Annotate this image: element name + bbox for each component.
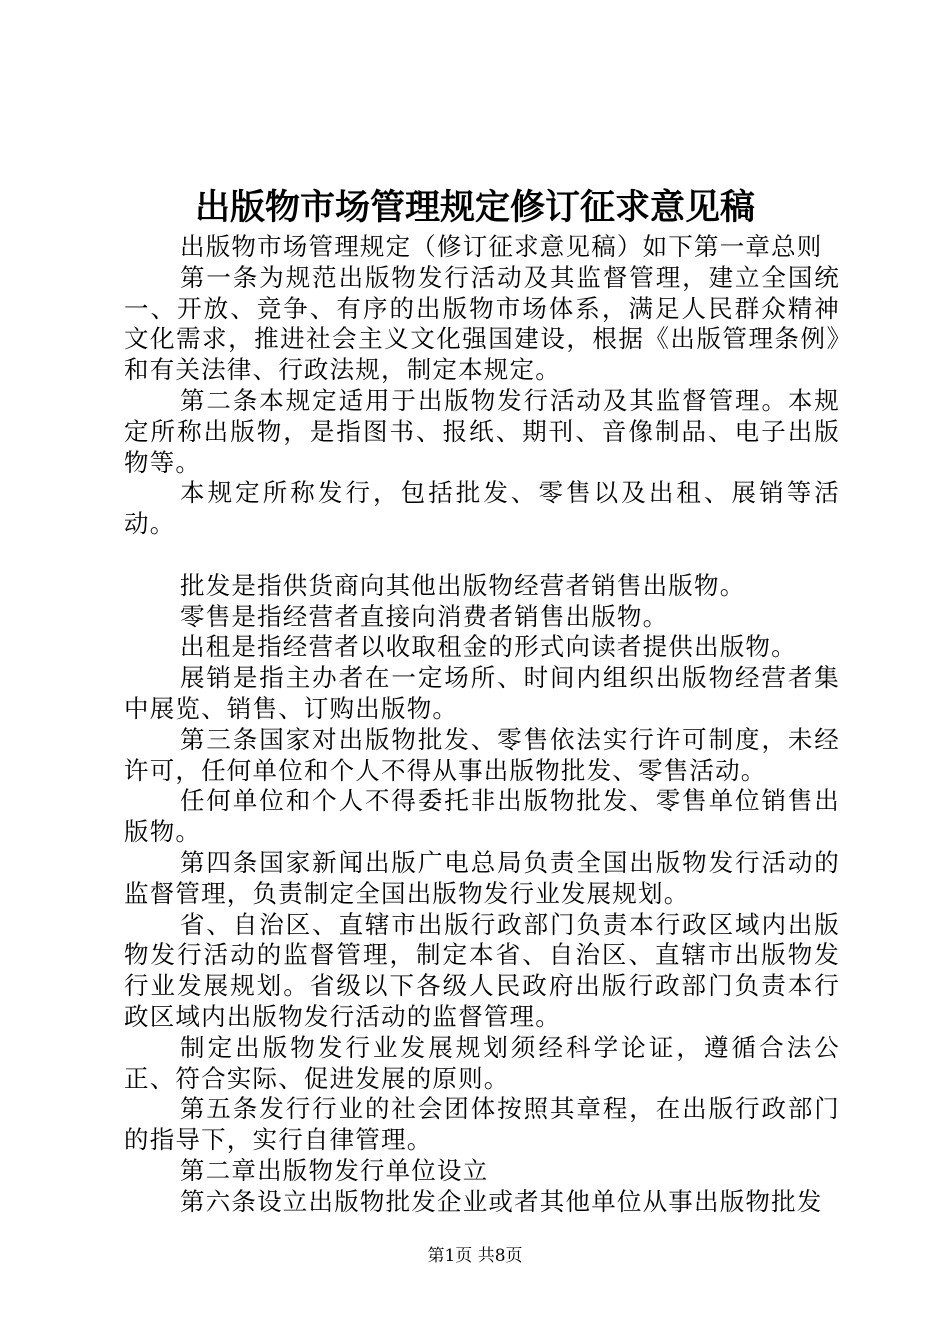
paragraph-entrust-prohibition: 任何单位和个人不得委托非出版物批发、零售单位销售出版物。 xyxy=(124,786,840,847)
paragraph-article-3: 第三条国家对出版物批发、零售依法实行许可制度，未经许可，任何单位和个人不得从事出版物批发、零售活动。 xyxy=(124,724,840,785)
document-title: 出版物市场管理规定修订征求意见稿 xyxy=(194,187,755,228)
paragraph-article-6: 第六条设立出版物批发企业或者其他单位从事出版物批发 xyxy=(180,1186,823,1216)
paragraph-rental-definition: 出租是指经营者以收取租金的形式向读者提供出版物。 xyxy=(180,632,797,662)
paragraph-intro: 出版物市场管理规定（修订征求意见稿）如下第一章总则 xyxy=(180,232,823,261)
paragraph-article-5: 第五条发行行业的社会团体按照其章程，在出版行政部门的指导下，实行自律管理。 xyxy=(124,1094,840,1155)
paragraph-distribution-definition: 本规定所称发行，包括批发、零售以及出租、展销等活动。 xyxy=(124,478,840,539)
paragraph-article-1: 第一条为规范出版物发行活动及其监督管理，建立全国统一、开放、竞争、有序的出版物市场体系，满足人民群众精神文化需求，推进社会主义文化强国建设，根据《出版管理条例》和有关法律、行政法规，制定本规定。 xyxy=(124,262,840,385)
paragraph-provincial-supervision: 省、自治区、直辖市出版行政部门负责本行政区域内出版物发行活动的监督管理，制定本省、自治区、直辖市出版物发行业发展规划。省级以下各级人民政府出版行政部门负责本行政区域内出版物发行活动的监督管理。 xyxy=(124,909,840,1031)
chapter-heading-2: 第二章出版物发行单位设立 xyxy=(180,1155,489,1185)
paragraph-planning-principles: 制定出版物发行业发展规划须经科学论证，遵循合法公正、符合实际、促进发展的原则。 xyxy=(124,1032,840,1093)
paragraph-exhibition-definition: 展销是指主办者在一定场所、时间内组织出版物经营者集中展览、销售、订购出版物。 xyxy=(124,663,840,723)
page-footer: 第1页 共8页 xyxy=(427,1246,523,1266)
paragraph-wholesale-definition: 批发是指供货商向其他出版物经营者销售出版物。 xyxy=(180,570,746,600)
document-body xyxy=(124,232,840,1218)
paragraph-article-4: 第四条国家新闻出版广电总局负责全国出版物发行活动的监督管理，负责制定全国出版物发行业发展规划。 xyxy=(124,847,840,908)
paragraph-article-2: 第二条本规定适用于出版物发行活动及其监督管理。本规定所称出版物，是指图书、报纸、期刊、音像制品、电子出版物等。 xyxy=(124,385,840,477)
paragraph-retail-definition: 零售是指经营者直接向消费者销售出版物。 xyxy=(180,601,669,631)
